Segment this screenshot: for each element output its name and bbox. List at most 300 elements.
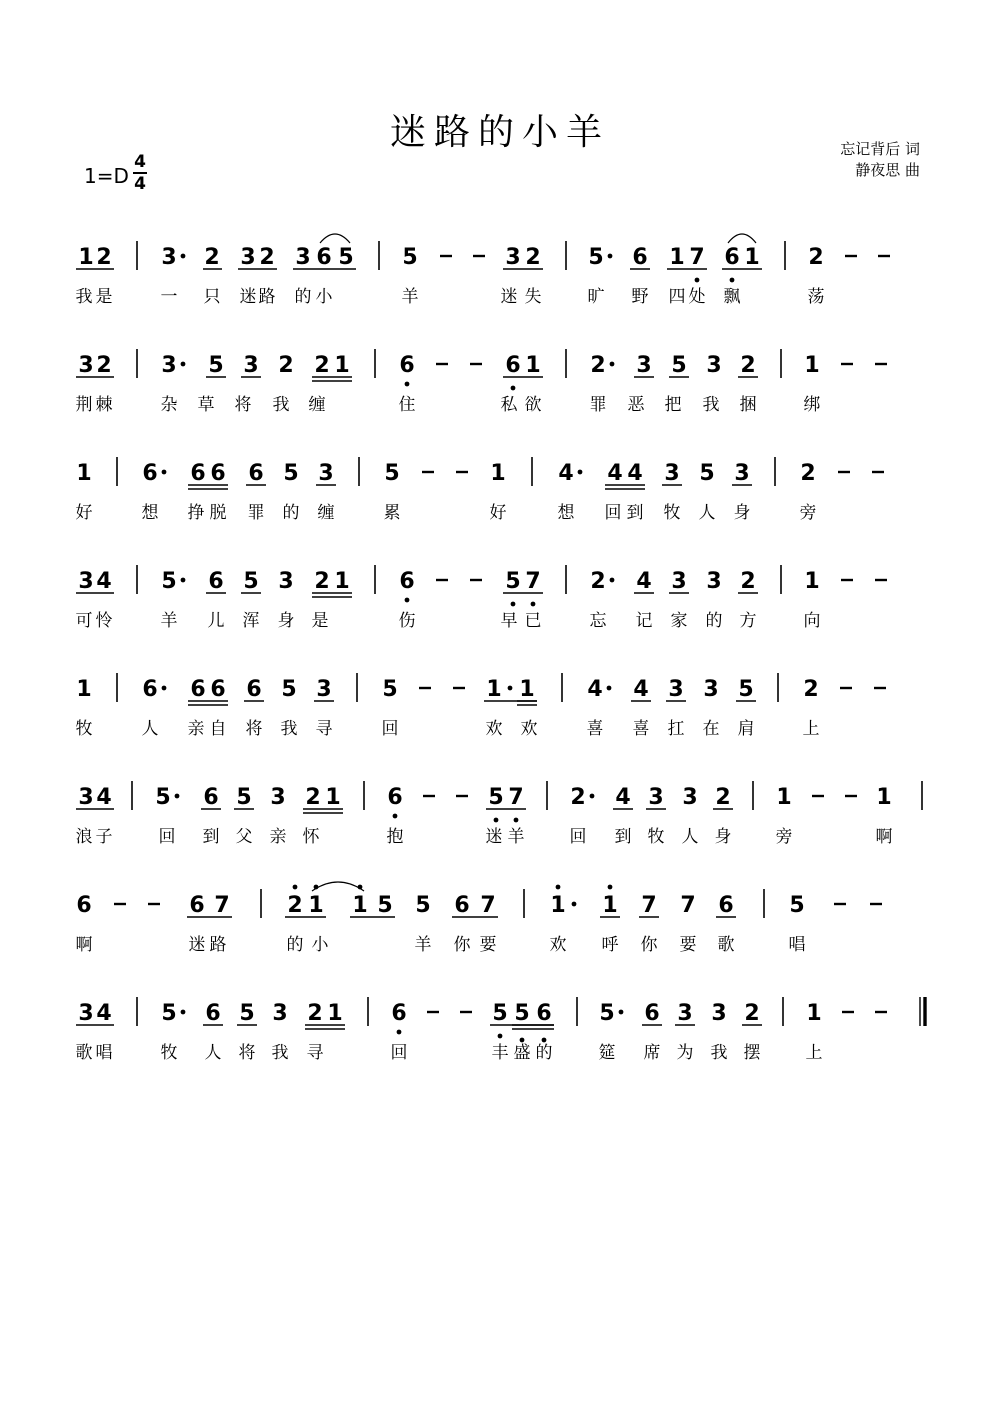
augmentation-dot: [608, 254, 613, 259]
note: 2: [287, 893, 303, 918]
note: 1: [744, 245, 760, 270]
key-signature: 1=D: [84, 164, 129, 188]
lyric-syllable: 羊: [507, 827, 525, 847]
note: 3: [505, 245, 521, 270]
note: 3: [706, 353, 722, 378]
lyric-syllable: 四: [668, 287, 686, 307]
note: 2: [590, 569, 606, 594]
lyric-syllable: 飘: [723, 287, 741, 307]
lyric-syllable: 牧: [647, 827, 665, 847]
note: 3: [295, 245, 311, 270]
lyric-syllable: 子: [95, 827, 113, 847]
note: 3: [706, 569, 722, 594]
lyric-syllable: 我: [271, 1043, 289, 1063]
note: 2: [259, 245, 275, 270]
note: 3: [78, 785, 94, 810]
lyric-syllable: 旁: [799, 503, 817, 523]
lyric-syllable: 住: [398, 395, 416, 415]
lyric-syllable: 唱: [788, 935, 806, 955]
note: 5: [492, 1001, 508, 1026]
lyric-syllable: 野: [631, 287, 649, 307]
note: 5: [283, 461, 299, 486]
lyric-syllable: 累: [383, 503, 401, 523]
note: 3: [671, 569, 687, 594]
note: 3: [734, 461, 750, 486]
lyric-syllable: 浪: [75, 827, 93, 847]
lyric-syllable: 罪: [589, 395, 607, 415]
note: 6: [142, 461, 158, 486]
lyric-syllable: 在: [702, 719, 720, 739]
augmentation-dot: [590, 794, 595, 799]
note: 3: [316, 677, 332, 702]
lyric-syllable: 喜: [586, 719, 604, 739]
lyricist-credit: 忘记背后 词: [840, 140, 920, 158]
high-octave-dot: [293, 885, 298, 890]
note: 5: [738, 677, 754, 702]
note: 4: [96, 1001, 112, 1026]
note: 4: [627, 461, 643, 486]
composer-credit: 静夜思 曲: [855, 161, 920, 179]
lyric-syllable: 路: [258, 287, 276, 307]
note: 1: [519, 677, 535, 702]
lyric-syllable: 旁: [775, 827, 793, 847]
note: 4: [636, 569, 652, 594]
low-octave-dot: [531, 602, 536, 607]
note: 3: [78, 1001, 94, 1026]
low-octave-dot: [695, 278, 700, 283]
lyric-syllable: 将: [234, 395, 252, 415]
note: 6: [505, 353, 521, 378]
note: 5: [382, 677, 398, 702]
lyric-syllable: 欢: [549, 935, 567, 955]
note: 7: [508, 785, 524, 810]
lyric-syllable: 好: [75, 503, 93, 523]
lyric-syllable: 可: [75, 611, 93, 631]
lyric-syllable: 啊: [875, 827, 893, 847]
note: 1: [804, 353, 820, 378]
lyric-syllable: 人: [681, 827, 699, 847]
lyric-syllable: 小: [315, 287, 333, 307]
lyric-syllable: 唱: [95, 1043, 113, 1063]
lyric-syllable: 只: [203, 287, 221, 307]
lyric-syllable: 荡: [807, 287, 825, 307]
note: 3: [161, 245, 177, 270]
note: 1: [776, 785, 792, 810]
note: 6: [644, 1001, 660, 1026]
augmentation-dot: [572, 902, 577, 907]
lyric-syllable: 草: [197, 395, 215, 415]
note: 6: [210, 461, 226, 486]
note: 2: [740, 353, 756, 378]
lyric-syllable: 挣: [187, 503, 205, 523]
note: 5: [239, 1001, 255, 1026]
note: 1: [490, 461, 506, 486]
augmentation-dot: [610, 362, 615, 367]
lyric-syllable: 席: [643, 1043, 661, 1063]
lyric-syllable: 寻: [315, 719, 333, 739]
lyric-syllable: 摆: [743, 1043, 761, 1063]
note: 2: [307, 1001, 323, 1026]
note: 2: [744, 1001, 760, 1026]
note: 3: [240, 245, 256, 270]
lyric-syllable: 上: [802, 719, 820, 739]
lyric-syllable: 方: [739, 611, 757, 631]
lyric-syllable: 欢: [485, 719, 503, 739]
lyric-syllable: 上: [805, 1043, 823, 1063]
lyric-syllable: 将: [238, 1043, 256, 1063]
note: 2: [525, 245, 541, 270]
note: 5: [161, 569, 177, 594]
note: 1: [76, 461, 92, 486]
low-octave-dot: [498, 1034, 503, 1039]
lyric-syllable: 人: [698, 503, 716, 523]
lyric-syllable: 我: [280, 719, 298, 739]
lyric-syllable: 你: [453, 935, 471, 955]
note: 2: [96, 245, 112, 270]
augmentation-dot: [175, 794, 180, 799]
lyric-syllable: 想: [141, 503, 159, 523]
note: 2: [570, 785, 586, 810]
lyric-syllable: 羊: [160, 611, 178, 631]
lyric-syllable: 寻: [306, 1043, 324, 1063]
note: 2: [808, 245, 824, 270]
lyric-syllable: 啊: [75, 935, 93, 955]
note: 5: [208, 353, 224, 378]
lyric-syllable: 牧: [160, 1043, 178, 1063]
lyric-syllable: 棘: [95, 395, 113, 415]
lyric-syllable: 自: [209, 719, 227, 739]
note: 3: [270, 785, 286, 810]
augmentation-dot: [610, 578, 615, 583]
lyric-syllable: 的: [286, 935, 304, 955]
note: 5: [415, 893, 431, 918]
note: 5: [402, 245, 418, 270]
lyric-syllable: 人: [204, 1043, 222, 1063]
note: 7: [689, 245, 705, 270]
note: 5: [789, 893, 805, 918]
time-signature-numerator: 4: [134, 152, 146, 172]
lyric-syllable: 捆: [739, 395, 757, 415]
augmentation-dot: [181, 362, 186, 367]
note: 1: [486, 677, 502, 702]
augmentation-dot: [578, 470, 583, 475]
lyric-syllable: 我: [272, 395, 290, 415]
note: 6: [387, 785, 403, 810]
lyric-syllable: 绑: [803, 395, 821, 415]
lyric-syllable: 为: [676, 1043, 694, 1063]
slur-arc: [320, 234, 350, 243]
lyric-syllable: 的: [282, 503, 300, 523]
time-signature-denominator: 4: [134, 173, 146, 194]
augmentation-dot: [162, 470, 167, 475]
augmentation-dot: [619, 1010, 624, 1015]
augmentation-dot: [181, 1010, 186, 1015]
note: 1: [308, 893, 324, 918]
lyric-syllable: 把: [664, 395, 682, 415]
augmentation-dot: [181, 578, 186, 583]
note: 1: [325, 785, 341, 810]
note: 4: [96, 569, 112, 594]
lyric-syllable: 欢: [520, 719, 538, 739]
lyric-syllable: 亲: [187, 719, 205, 739]
lyric-syllable: 回: [604, 503, 622, 523]
note: 1: [78, 245, 94, 270]
note: 2: [314, 569, 330, 594]
lyric-syllable: 的: [705, 611, 723, 631]
note: 3: [677, 1001, 693, 1026]
note: 3: [636, 353, 652, 378]
note: 3: [278, 569, 294, 594]
note: 3: [243, 353, 259, 378]
note: 5: [514, 1001, 530, 1026]
song-title: 迷路的小羊: [389, 112, 610, 153]
note: 1: [804, 569, 820, 594]
lyric-syllable: 伤: [398, 611, 416, 631]
note: 4: [607, 461, 623, 486]
note: 2: [803, 677, 819, 702]
low-octave-dot: [520, 1038, 525, 1043]
note: 6: [208, 569, 224, 594]
note: 6: [210, 677, 226, 702]
note: 5: [243, 569, 259, 594]
lyric-syllable: 筵: [598, 1043, 616, 1063]
lyric-syllable: 缠: [308, 395, 326, 415]
low-octave-dot: [397, 1030, 402, 1035]
note: 3: [664, 461, 680, 486]
lyric-syllable: 的: [294, 287, 312, 307]
lyric-syllable: 到: [626, 503, 644, 523]
note: 3: [272, 1001, 288, 1026]
note: 5: [488, 785, 504, 810]
note: 4: [615, 785, 631, 810]
augmentation-dot: [508, 686, 513, 691]
lyric-syllable: 迷: [239, 287, 257, 307]
lyric-syllable: 人: [141, 719, 159, 739]
note: 3: [668, 677, 684, 702]
augmentation-dot: [607, 686, 612, 691]
note: 5: [281, 677, 297, 702]
lyric-syllable: 想: [557, 503, 575, 523]
lyric-syllable: 我: [75, 287, 93, 307]
note: 4: [587, 677, 603, 702]
note: 6: [632, 245, 648, 270]
note: 6: [316, 245, 332, 270]
note: 6: [536, 1001, 552, 1026]
lyric-syllable: 怀: [302, 827, 320, 847]
note: 1: [327, 1001, 343, 1026]
note: 6: [391, 1001, 407, 1026]
lyric-syllable: 抱: [386, 827, 404, 847]
lyric-syllable: 喜: [632, 719, 650, 739]
note: 6: [399, 353, 415, 378]
lyric-syllable: 要: [479, 935, 497, 955]
note: 5: [338, 245, 354, 270]
lyric-syllable: 记: [635, 611, 653, 631]
note: 2: [800, 461, 816, 486]
note: 1: [352, 893, 368, 918]
augmentation-dot: [181, 254, 186, 259]
note: 4: [633, 677, 649, 702]
note: 2: [590, 353, 606, 378]
note: 6: [190, 677, 206, 702]
note: 2: [204, 245, 220, 270]
lyric-syllable: 歌: [717, 935, 735, 955]
lyric-syllable: 是: [95, 287, 113, 307]
note: 2: [715, 785, 731, 810]
note: 3: [78, 569, 94, 594]
lyric-syllable: 罪: [247, 503, 265, 523]
lyric-syllable: 儿: [207, 611, 225, 631]
low-octave-dot: [511, 602, 516, 607]
lyric-syllable: 迷: [500, 287, 518, 307]
lyric-syllable: 牧: [663, 503, 681, 523]
lyric-syllable: 要: [679, 935, 697, 955]
lyric-syllable: 好: [489, 503, 507, 523]
note: 3: [161, 353, 177, 378]
high-octave-dot: [608, 885, 613, 890]
lyric-syllable: 将: [245, 719, 263, 739]
note: 1: [669, 245, 685, 270]
note: 5: [384, 461, 400, 486]
note: 1: [334, 353, 350, 378]
lyric-syllable: 身: [277, 611, 295, 631]
note: 3: [648, 785, 664, 810]
lyric-syllable: 小: [311, 935, 329, 955]
note: 2: [305, 785, 321, 810]
lyric-syllable: 父: [235, 827, 253, 847]
lyric-syllable: 丰: [491, 1043, 509, 1063]
lyric-syllable: 是: [311, 611, 329, 631]
lyric-syllable: 私: [500, 395, 518, 415]
lyric-syllable: 浑: [242, 611, 260, 631]
lyric-syllable: 你: [640, 935, 658, 955]
lyric-syllable: 我: [702, 395, 720, 415]
low-octave-dot: [730, 278, 735, 283]
note: 6: [248, 461, 264, 486]
note: 2: [96, 353, 112, 378]
lyric-syllable: 羊: [401, 287, 419, 307]
lyric-syllable: 身: [714, 827, 732, 847]
lyric-syllable: 欲: [524, 395, 542, 415]
lyric-syllable: 回: [390, 1043, 408, 1063]
lyric-syllable: 羊: [414, 935, 432, 955]
low-octave-dot: [393, 814, 398, 819]
lyric-syllable: 回: [381, 719, 399, 739]
lyric-syllable: 杂: [160, 395, 178, 415]
note: 1: [334, 569, 350, 594]
note: 6: [76, 893, 92, 918]
note: 1: [602, 893, 618, 918]
lyric-syllable: 肩: [737, 719, 755, 739]
note: 6: [189, 893, 205, 918]
low-octave-dot: [511, 386, 516, 391]
low-octave-dot: [514, 818, 519, 823]
note: 1: [806, 1001, 822, 1026]
lyric-syllable: 旷: [587, 287, 605, 307]
note: 6: [190, 461, 206, 486]
note: 7: [214, 893, 230, 918]
lyric-syllable: 迷: [188, 935, 206, 955]
note: 6: [205, 1001, 221, 1026]
note: 5: [699, 461, 715, 486]
note: 6: [454, 893, 470, 918]
note: 5: [236, 785, 252, 810]
low-octave-dot: [405, 598, 410, 603]
note: 3: [711, 1001, 727, 1026]
lyric-syllable: 路: [209, 935, 227, 955]
note: 2: [740, 569, 756, 594]
lyric-syllable: 到: [614, 827, 632, 847]
note: 5: [671, 353, 687, 378]
lyric-syllable: 牧: [75, 719, 93, 739]
lyric-syllable: 失: [524, 287, 542, 307]
lyric-syllable: 一: [160, 287, 178, 307]
note: 2: [314, 353, 330, 378]
note: 3: [318, 461, 334, 486]
lyric-syllable: 回: [158, 827, 176, 847]
lyric-syllable: 家: [670, 611, 688, 631]
lyric-syllable: 到: [202, 827, 220, 847]
note: 5: [161, 1001, 177, 1026]
note: 7: [680, 893, 696, 918]
lyric-syllable: 亲: [269, 827, 287, 847]
note: 5: [599, 1001, 615, 1026]
slur-arc: [728, 234, 756, 243]
lyric-syllable: 的: [535, 1043, 553, 1063]
note: 1: [525, 353, 541, 378]
low-octave-dot: [542, 1038, 547, 1043]
note: 4: [558, 461, 574, 486]
note: 1: [76, 677, 92, 702]
note: 5: [155, 785, 171, 810]
lyric-syllable: 荆: [75, 395, 93, 415]
slur-arc: [312, 882, 364, 891]
lyric-syllable: 盛: [513, 1043, 531, 1063]
lyric-syllable: 处: [688, 287, 706, 307]
note: 6: [246, 677, 262, 702]
note: 5: [588, 245, 604, 270]
note: 6: [724, 245, 740, 270]
note: 7: [525, 569, 541, 594]
high-octave-dot: [556, 885, 561, 890]
note: 1: [550, 893, 566, 918]
note: 7: [480, 893, 496, 918]
lyric-syllable: 恶: [627, 395, 645, 415]
note: 6: [203, 785, 219, 810]
lyric-syllable: 忘: [589, 611, 607, 631]
low-octave-dot: [494, 818, 499, 823]
note: 3: [703, 677, 719, 702]
note: 5: [377, 893, 393, 918]
lyric-syllable: 早: [500, 611, 518, 631]
note: 5: [505, 569, 521, 594]
lyric-syllable: 歌: [75, 1043, 93, 1063]
lyric-syllable: 脱: [209, 503, 227, 523]
note: 2: [278, 353, 294, 378]
note: 6: [718, 893, 734, 918]
note: 4: [96, 785, 112, 810]
note: 1: [876, 785, 892, 810]
augmentation-dot: [162, 686, 167, 691]
low-octave-dot: [405, 382, 410, 387]
lyric-syllable: 我: [710, 1043, 728, 1063]
note: 6: [399, 569, 415, 594]
lyric-syllable: 身: [733, 503, 751, 523]
lyric-syllable: 怜: [95, 611, 113, 631]
note: 3: [682, 785, 698, 810]
note: 6: [142, 677, 158, 702]
lyric-syllable: 迷: [485, 827, 503, 847]
